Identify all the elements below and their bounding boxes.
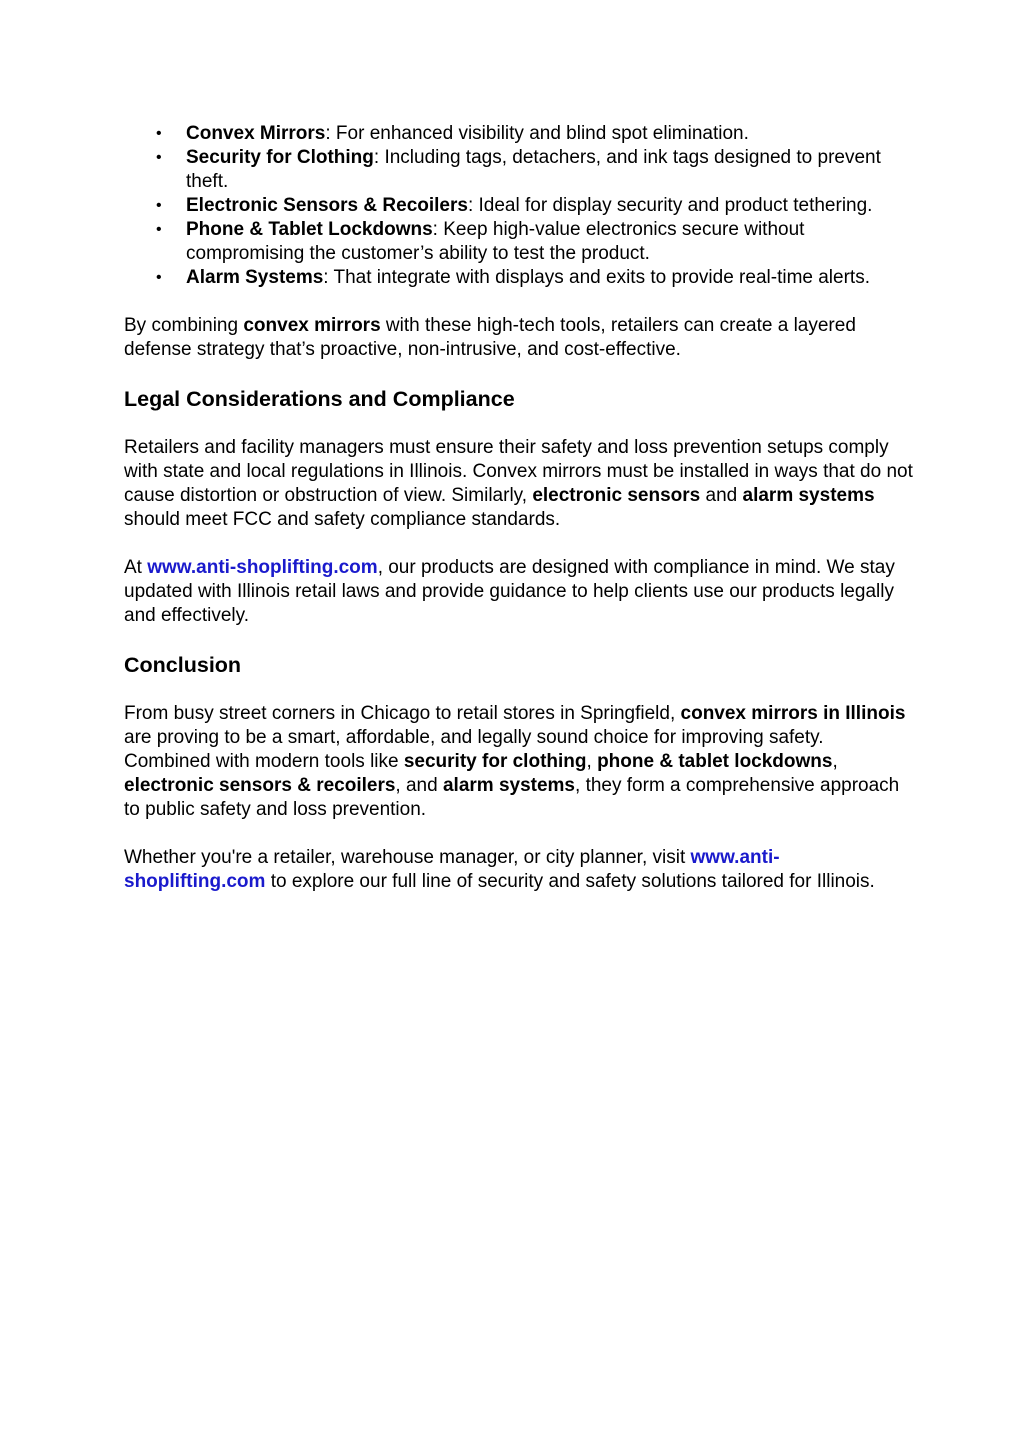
paragraph-bold: electronic sensors — [532, 485, 701, 506]
paragraph-text: , our products are designed with compliance in mind. We stay updated with Illinois retail laws and provide guidance to help clients use our products legally and effectively. — [124, 557, 895, 626]
legal-heading: Legal Considerations and Compliance — [124, 387, 515, 411]
paragraph-bold: convex mirrors — [243, 315, 381, 336]
list-item — [124, 122, 914, 146]
bullet-icon: • — [156, 269, 162, 286]
paragraph-text: to explore our full line of security and safety solutions tailored for Illinois. — [265, 871, 875, 892]
paragraph-bold: alarm systems — [742, 485, 875, 506]
bullet-icon: • — [156, 125, 162, 142]
paragraph-text: , they form a comprehensive approach to public safety and loss prevention. — [124, 775, 900, 820]
website-link[interactable]: www.anti-shoplifting.com — [124, 847, 780, 892]
visit-paragraph — [124, 846, 914, 894]
paragraph-text: At — [124, 557, 148, 578]
document-content — [124, 122, 914, 894]
combining-paragraph — [124, 314, 914, 362]
conclusion-paragraph — [124, 702, 914, 822]
paragraph-text: By combining — [124, 315, 244, 336]
bullet-icon: • — [156, 149, 162, 166]
paragraph-text: should meet FCC and safety compliance standards. — [124, 509, 561, 530]
paragraph-bold: alarm systems — [442, 775, 576, 796]
list-item-term: Electronic Sensors & Recoilers — [186, 195, 468, 216]
list-item — [124, 194, 914, 218]
paragraph-text: with these high-tech tools, retailers can create a layered defense strategy that’s proactive, non-intrusive, and cost-effective. — [124, 315, 856, 360]
list-item-text: : That integrate with displays and exits to provide real-time alerts. — [323, 267, 870, 288]
list-item-text: : For enhanced visibility and blind spot elimination. — [325, 123, 749, 144]
paragraph-bold: security for clothing — [403, 751, 587, 772]
paragraph-text: Retailers and facility managers must ensure their safety and loss prevention setups comply with state and local regulations in Illinois. Convex mirrors must be installed in ways that do not cause distortion or obstruction of view. Similarly, — [124, 437, 913, 506]
paragraph-text: , and — [395, 775, 443, 796]
feature-list — [124, 122, 914, 290]
list-item-term: Security for Clothing — [186, 147, 374, 168]
paragraph-bold: convex mirrors in Illinois — [680, 703, 906, 724]
paragraph-bold: electronic sensors & recoilers — [124, 775, 396, 796]
list-item-term: Phone & Tablet Lockdowns — [186, 219, 433, 240]
list-item — [124, 266, 914, 290]
bullet-icon: • — [156, 221, 162, 238]
paragraph-text: , — [586, 751, 598, 772]
list-item — [124, 218, 914, 266]
list-item-text: : Keep high-value electronics secure without compromising the customer’s ability to test the product. — [186, 219, 805, 264]
list-item-text: : Ideal for display security and product tethering. — [467, 195, 873, 216]
paragraph-text: Whether you're a retailer, warehouse manager, or city planner, visit — [124, 847, 691, 868]
compliance-paragraph — [124, 556, 914, 628]
list-item-term: Convex Mirrors — [186, 123, 326, 144]
list-item — [124, 146, 914, 194]
conclusion-heading: Conclusion — [124, 653, 242, 677]
paragraph-bold: phone & tablet lockdowns — [597, 751, 833, 772]
paragraph-text: From busy street corners in Chicago to retail stores in Springfield, — [124, 703, 681, 724]
paragraph-text: and — [700, 485, 743, 506]
bullet-icon: • — [156, 197, 162, 214]
list-item-text: : Including tags, detachers, and ink tags designed to prevent theft. — [186, 147, 881, 192]
paragraph-text: are proving to be a smart, affordable, and legally sound choice for improving safety. Combined with modern tools like — [124, 727, 824, 772]
paragraph-text: , — [832, 751, 838, 772]
website-link[interactable]: www.anti-shoplifting.com — [147, 557, 378, 578]
legal-paragraph — [124, 436, 914, 532]
list-item-term: Alarm Systems — [186, 267, 324, 288]
